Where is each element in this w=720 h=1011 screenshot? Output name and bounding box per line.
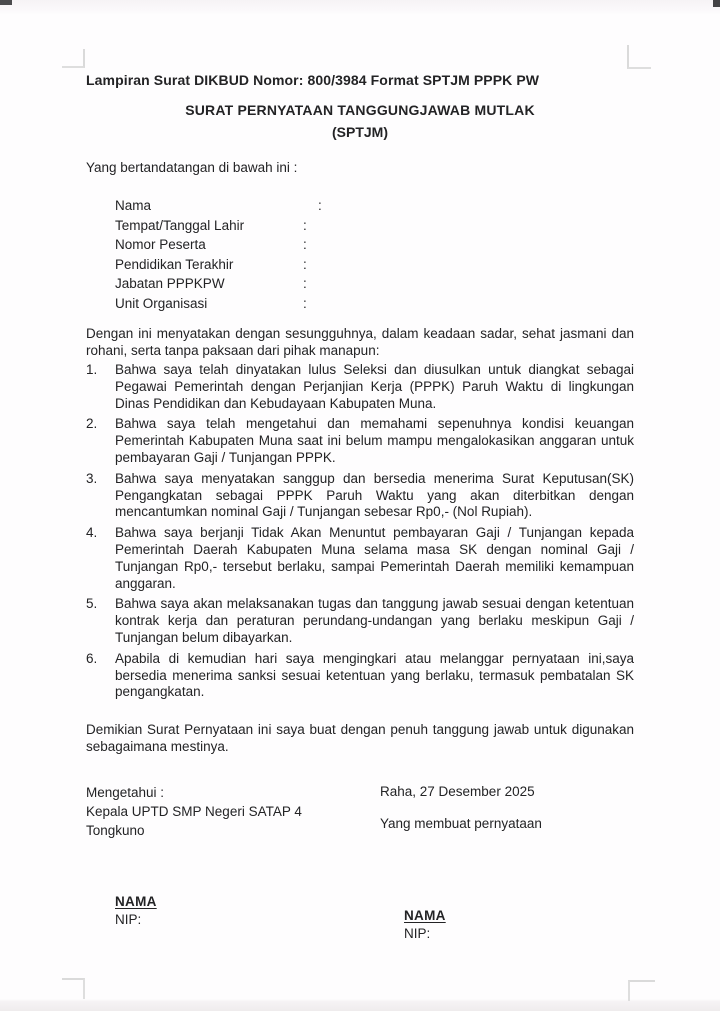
signature-left-name-block — [115, 893, 157, 928]
statement-number: 2. — [86, 416, 98, 432]
field-value — [315, 216, 634, 236]
statement-item-2 — [86, 416, 634, 466]
statement-text: Apabila di kemudian hari saya mengingkari atau melanggar pernyataan ini,saya bersedia menerima sanksi sesuai ketentuan yang berlaku, termasuk pembatalan SK pengangkatan. — [115, 650, 634, 700]
sig-left-line2: Kepala UPTD SMP Negeri SATAP 4 — [86, 803, 302, 819]
page-corner-mark-top-left — [62, 49, 85, 68]
field-value — [315, 294, 634, 314]
signer-nip-left: NIP: — [115, 911, 142, 927]
field-colon: : — [303, 256, 307, 272]
scan-edge-bottom — [0, 999, 720, 1011]
signature-left-block — [86, 784, 376, 840]
field-row-jabatan-pppkpw — [115, 274, 634, 294]
statement-item-6 — [86, 651, 634, 701]
field-value — [315, 235, 634, 255]
field-row-pendidikan-terakhir — [115, 255, 634, 275]
field-value — [330, 196, 634, 216]
statement-number: 4. — [86, 525, 98, 541]
statement-item-1 — [86, 362, 634, 412]
field-row-tempat-tanggal-lahir — [115, 216, 634, 236]
document-title: SURAT PERNYATAAN TANGGUNGJAWAB MUTLAK — [185, 102, 535, 118]
field-row-nomor-peserta — [115, 235, 634, 255]
opening-line: Yang bertandatangan di bawah ini : — [86, 160, 298, 175]
scan-speck-top-left — [0, 0, 12, 5]
declaration-intro: Dengan ini menyatakan dengan sesungguhnya, dalam keadaan sadar, sehat jasmani dan rohani, serta tanpa paksaan dari pihak manapun: — [86, 326, 634, 358]
field-colon: : — [303, 217, 307, 233]
statement-item-5 — [86, 596, 634, 646]
signer-name-left: NAMA — [115, 894, 157, 909]
statement-number: 5. — [86, 596, 98, 612]
sig-left-line1: Mengetahui : — [86, 785, 165, 800]
statement-text: Bahwa saya telah dinyatakan lulus Seleksi dan diusulkan untuk diangkat sebagai Pegawai Pemerintah dengan Perjanjian Kerja (PPPK) Paruh Waktu di lingkungan Dinas Pendidikan dan Kebudayaan Kabupaten Muna. — [115, 362, 634, 411]
document-subtitle: (SPTJM) — [332, 124, 388, 140]
field-row-nama — [115, 196, 634, 216]
field-value — [315, 274, 634, 294]
page-corner-mark-bottom-right — [628, 980, 655, 1001]
statement-text: Bahwa saya menyatakan sanggup dan bersedia menerima Surat Keputusan(SK) Pengangkatan sebagai PPPK Paruh Waktu yang akan diterbitkan dengan mencantumkan nominal Gaji / Tunjangan sebesar Rp0,- (Nol Rupiah). — [115, 470, 634, 520]
field-colon: : — [318, 198, 322, 213]
identity-fields — [115, 196, 634, 314]
statement-list — [86, 362, 634, 705]
signer-name-right: NAMA — [404, 908, 446, 923]
signature-right-role: Yang membuat pernyataan — [380, 816, 542, 831]
field-label: Nomor Peserta — [115, 237, 206, 253]
statement-number: 1. — [86, 362, 98, 377]
scan-edge-top — [0, 0, 720, 15]
field-label: Unit Organisasi — [115, 295, 208, 311]
field-row-unit-organisasi — [115, 294, 634, 314]
page-corner-mark-bottom-left — [62, 978, 85, 999]
field-colon: : — [303, 276, 307, 292]
field-colon: : — [303, 237, 307, 253]
statement-item-4 — [86, 525, 634, 592]
page-corner-mark-top-right — [627, 45, 651, 69]
field-value — [315, 255, 634, 275]
field-label: Pendidikan Terakhir — [115, 256, 234, 272]
statement-number: 6. — [86, 650, 98, 666]
signer-nip-right: NIP: — [404, 925, 431, 941]
statement-text: Bahwa saya akan melaksanakan tugas dan tanggung jawab sesuai dengan ketentuan kontrak kerja dan peraturan perundang-undangan yang berlaku meskipun Gaji / Tunjangan belum dibayarkan. — [115, 596, 634, 645]
scan-speck-top-right — [713, 0, 720, 7]
field-label: Tempat/Tanggal Lahir — [115, 217, 245, 233]
signature-place-date: Raha, 27 Desember 2025 — [380, 784, 535, 799]
sig-left-line3: Tongkuno — [86, 822, 145, 838]
statement-text: Bahwa saya berjanji Tidak Akan Menuntut pembayaran Gaji / Tunjangan kepada Pemerintah Daerah Kabupaten Muna selama masa SK dengan nominal Gaji / Tunjangan Rp0,- tersebut berlaku, sampai Pemerintah Daerah memiliki kemampuan anggaran. — [115, 525, 634, 591]
header-note: Lampiran Surat DIKBUD Nomor: 800/3984 Format SPTJM PPPK PW — [86, 72, 540, 88]
field-colon: : — [303, 295, 307, 311]
statement-item-3 — [86, 471, 634, 521]
statement-text: Bahwa saya telah mengetahui dan memahami sepenuhnya kondisi keuangan Pemerintah Kabupaten Muna saat ini belum mampu mengalokasikan anggaran untuk pembayaran Gaji / Tunjangan PPPK. — [115, 416, 634, 465]
field-label: Jabatan PPPKPW — [115, 276, 225, 292]
statement-number: 3. — [86, 470, 98, 486]
signature-right-name-block — [404, 907, 446, 942]
closing-paragraph: Demikian Surat Pernyataan ini saya buat dengan penuh tanggung jawab untuk digunakan sebagaimana mestinya. — [86, 722, 634, 754]
field-label: Nama — [115, 198, 152, 213]
